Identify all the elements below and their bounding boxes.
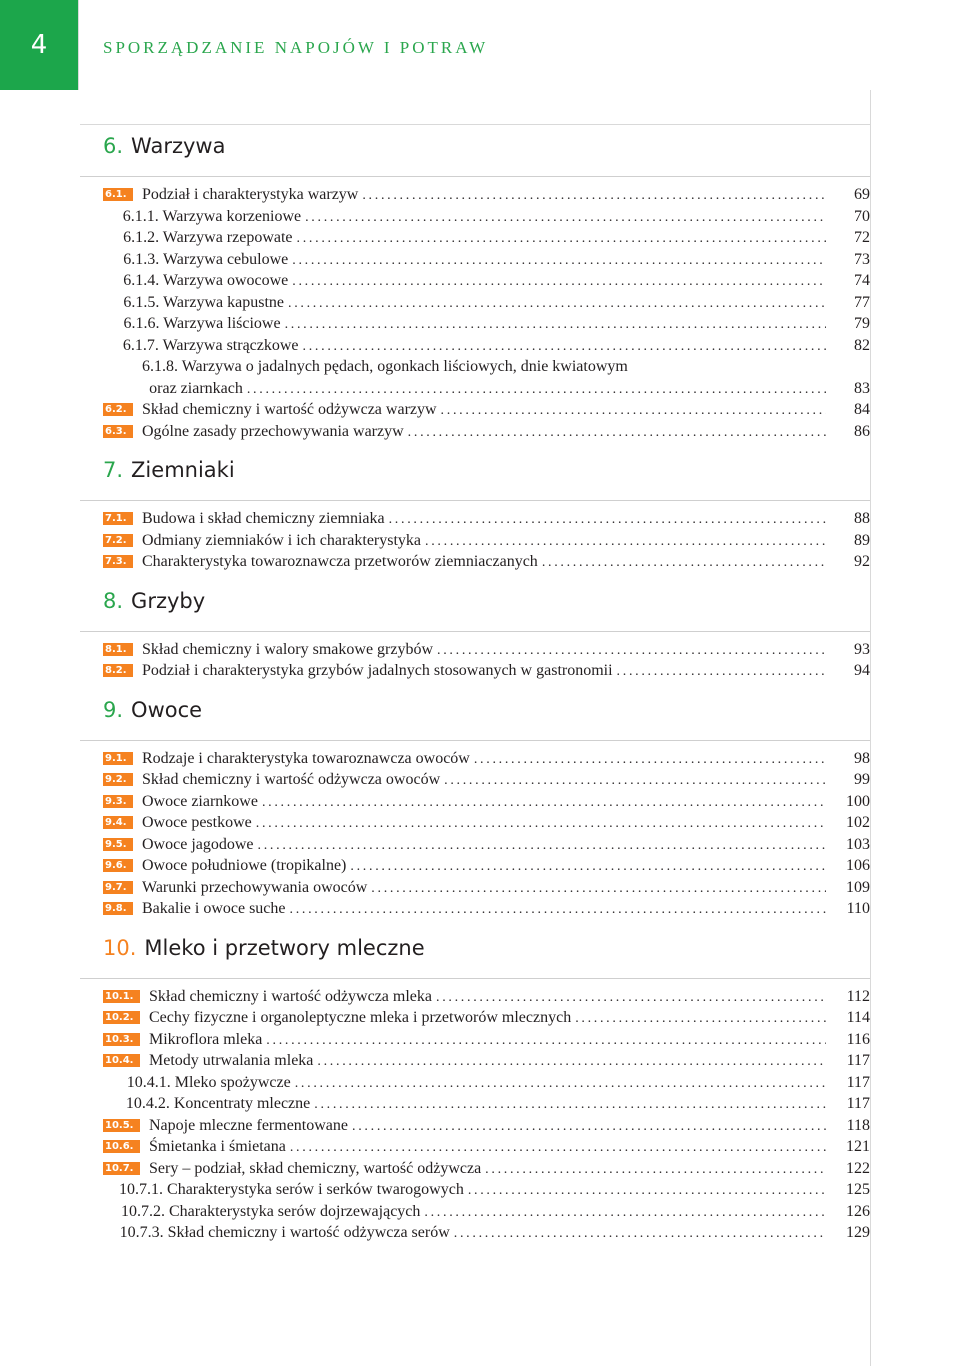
chapter-title: Grzyby <box>131 588 206 613</box>
chapter-number: 6. <box>103 134 124 158</box>
chapter <box>80 448 870 573</box>
entry-title-text: Charakterystyka serów i serków twarogowych <box>167 1181 464 1198</box>
dot-leader <box>256 813 826 835</box>
toc-entry[interactable] <box>103 249 870 271</box>
page-number: 84 <box>854 401 870 418</box>
chapter-heading <box>80 448 870 492</box>
entry-title-text: Podział i charakterystyka warzyw <box>142 186 359 203</box>
page-number: 94 <box>854 662 870 679</box>
entry-title-text: Sery – podział, skład chemiczny, wartość odżywcza <box>149 1159 482 1177</box>
entry-title-text: Skład chemiczny i wartość odżywcza warzyw <box>142 401 437 418</box>
entry-title <box>123 270 288 292</box>
section-number-badge: 8.1. <box>103 643 133 656</box>
section-number-badge: 6.3. <box>103 425 133 438</box>
page-number: 117 <box>846 1095 870 1112</box>
subsection-number: 10.4.2. <box>125 1095 170 1112</box>
entry-title-text: Owoce południowe (tropikalne) <box>142 857 347 874</box>
page-number: 82 <box>854 336 870 354</box>
entry-title-text: Charakterystyka towaroznawcza przetworów ziemniaczanych <box>142 553 538 570</box>
chapter-title: Mleko i przetwory mleczne <box>144 935 425 960</box>
dot-leader <box>474 749 826 771</box>
dot-leader <box>352 1116 826 1138</box>
entry-title-text: Warunki przechowywania owoców <box>142 878 368 896</box>
entry-title-text: Skład chemiczny i wartość odżywcza serów <box>167 1224 450 1241</box>
page-number: 118 <box>846 1116 870 1134</box>
entry-title <box>123 292 284 314</box>
chapter-divider <box>80 631 870 632</box>
entry-title-text: Śmietanka i śmietana <box>149 1138 286 1155</box>
entry-title <box>142 421 404 443</box>
entry-title-text: Napoje mleczne fermentowane <box>149 1116 349 1134</box>
entry-title <box>149 1029 262 1051</box>
dot-leader <box>350 856 826 878</box>
toc-entry[interactable] <box>103 855 870 877</box>
dot-leader <box>424 1202 826 1224</box>
section-number-badge: 9.1. <box>103 752 133 765</box>
dot-leader <box>305 207 826 229</box>
entry-title <box>142 834 254 856</box>
entry-title <box>149 1136 286 1158</box>
dot-leader <box>317 1051 826 1073</box>
dot-leader <box>425 531 826 553</box>
entry-title <box>149 378 243 400</box>
page-number: 86 <box>854 422 870 440</box>
page-number: 88 <box>854 510 870 527</box>
entry-title <box>142 791 258 813</box>
entry-title-text: Warzywa rzepowate <box>162 229 293 246</box>
toc-entry[interactable] <box>103 1093 870 1115</box>
chapter-heading <box>80 124 870 168</box>
table-of-contents <box>80 124 870 1244</box>
entry-title <box>149 1007 571 1029</box>
dot-leader <box>542 552 826 574</box>
entry-title-text: Owoce ziarnkowe <box>142 792 258 810</box>
entry-title <box>124 313 281 335</box>
section-number-badge: 10.7. <box>103 1162 140 1175</box>
page-number: 129 <box>846 1224 870 1241</box>
page-number: 112 <box>846 987 870 1005</box>
dot-leader <box>436 987 826 1009</box>
entry-title <box>123 335 299 357</box>
dot-leader <box>290 899 827 921</box>
dot-leader <box>437 640 826 662</box>
page-number: 106 <box>846 857 870 874</box>
chapter <box>80 926 870 1244</box>
dot-leader <box>295 1073 826 1095</box>
section-number-badge: 10.3. <box>103 1033 140 1046</box>
toc-entry[interactable] <box>103 356 870 378</box>
toc-entry[interactable] <box>103 898 870 920</box>
page-number: 69 <box>854 186 870 203</box>
entry-list <box>80 986 870 1244</box>
entry-title <box>142 508 385 530</box>
page-number: 77 <box>854 293 870 311</box>
toc-entry[interactable] <box>103 1029 870 1051</box>
section-number-badge: 10.2. <box>103 1011 140 1024</box>
section-number-badge: 9.3. <box>103 795 133 808</box>
toc-entry[interactable] <box>103 335 870 357</box>
entry-title-text: Owoce pestkowe <box>142 814 252 831</box>
entry-title-text: Mleko spożywcze <box>174 1073 291 1091</box>
section-number-badge: 9.8. <box>103 902 133 915</box>
page-number: 109 <box>846 878 870 896</box>
dot-leader <box>441 400 826 422</box>
entry-title <box>149 1115 348 1137</box>
entry-title <box>121 1201 420 1223</box>
dot-leader <box>575 1008 826 1030</box>
frame-line-left <box>78 0 79 90</box>
dot-leader <box>266 1030 826 1052</box>
toc-entry[interactable] <box>103 1007 870 1029</box>
dot-leader <box>285 314 826 336</box>
section-number-badge: 6.2. <box>103 403 133 416</box>
entry-title-text: Skład chemiczny i wartość odżywcza mleka <box>149 987 432 1005</box>
page-number: 93 <box>854 640 870 658</box>
entry-title-text: Skład chemiczny i wartość odżywcza owoców <box>142 771 441 788</box>
subsection-number: 10.7.1. <box>119 1181 164 1198</box>
chapter <box>80 688 870 920</box>
section-number-badge: 9.2. <box>103 773 133 786</box>
entry-title-text: Podział i charakterystyka grzybów jadalnych stosowanych w gastronomii <box>142 662 613 679</box>
dot-leader <box>454 1223 826 1245</box>
section-number-badge: 10.1. <box>103 990 140 1003</box>
entry-title <box>149 1050 313 1072</box>
entry-title <box>142 748 470 770</box>
page-number: 72 <box>854 229 870 246</box>
subsection-number: 6.1.3. <box>123 250 160 268</box>
dot-leader <box>362 185 826 207</box>
entry-title-text: Warzywa liściowe <box>163 315 281 332</box>
chapter-heading <box>80 688 870 732</box>
section-number-badge: 10.4. <box>103 1054 140 1067</box>
entry-title-text: Budowa i skład chemiczny ziemniaka <box>142 510 385 527</box>
chapter-number: 9. <box>103 697 124 722</box>
toc-entry[interactable] <box>103 1179 870 1201</box>
dot-leader <box>617 661 826 683</box>
section-number-badge: 6.1. <box>103 188 133 201</box>
chapter-divider <box>80 740 870 741</box>
entry-list <box>80 184 870 442</box>
section-number-badge: 8.2. <box>103 664 133 677</box>
toc-entry[interactable] <box>103 1222 870 1244</box>
subsection-number: 6.1.4. <box>123 272 160 289</box>
toc-entry[interactable] <box>103 292 870 314</box>
page-number: 121 <box>846 1138 870 1155</box>
frame-line-vertical <box>870 90 871 1366</box>
entry-title <box>142 877 367 899</box>
toc-entry[interactable] <box>103 834 870 856</box>
toc-entry[interactable] <box>103 1050 870 1072</box>
page-number-tab: 4 <box>0 0 78 90</box>
toc-entry[interactable] <box>103 660 870 682</box>
entry-list <box>80 748 870 920</box>
dot-leader <box>288 293 826 315</box>
toc-entry[interactable] <box>103 184 870 206</box>
toc-entry[interactable] <box>103 399 870 421</box>
entry-title <box>126 1093 310 1115</box>
dot-leader <box>290 1137 826 1159</box>
entry-list <box>80 508 870 573</box>
chapter-title: Owoce <box>131 697 203 722</box>
entry-title-text: Rodzaje i charakterystyka towaroznawcza owoców <box>142 749 470 767</box>
toc-entry[interactable] <box>103 1115 870 1137</box>
toc-entry[interactable] <box>103 313 870 335</box>
toc-entry[interactable] <box>103 270 870 292</box>
section-number-badge: 9.6. <box>103 859 133 872</box>
entry-title-text: Owoce jagodowe <box>142 835 254 853</box>
toc-entry[interactable] <box>103 812 870 834</box>
page-number: 122 <box>846 1159 870 1177</box>
chapter-number: 7. <box>103 458 124 482</box>
entry-title-text: Warzywa strączkowe <box>162 336 299 354</box>
entry-title-text: Warzywa korzeniowe <box>162 207 302 225</box>
entry-title <box>142 551 538 573</box>
entry-title-text: Skład chemiczny i walory smakowe grzybów <box>142 640 434 658</box>
page-number: 102 <box>846 814 870 831</box>
chapter-number: 10. <box>103 935 137 960</box>
section-number-badge: 7.3. <box>103 555 133 568</box>
entry-title <box>142 660 613 682</box>
toc-entry[interactable] <box>103 986 870 1008</box>
entry-title <box>142 530 421 552</box>
dot-leader <box>444 770 826 792</box>
dot-leader <box>314 1094 826 1116</box>
toc-entry[interactable] <box>103 421 870 443</box>
entry-title <box>142 639 433 661</box>
subsection-number: 6.1.6. <box>123 315 160 332</box>
entry-title <box>123 206 301 228</box>
entry-title-text: Mikroflora mleka <box>149 1030 263 1048</box>
entry-title-text: Warzywa o jadalnych pędach, ogonkach liściowych, dnie kwiatowym <box>181 358 628 375</box>
dot-leader <box>262 792 826 814</box>
entry-title-text: Warzywa owocowe <box>162 272 289 289</box>
toc-entry[interactable] <box>103 877 870 899</box>
chapter-number: 8. <box>103 588 124 613</box>
entry-title <box>119 1179 464 1201</box>
entry-title <box>123 227 292 249</box>
page-number: 100 <box>846 792 870 810</box>
dot-leader <box>408 422 826 444</box>
entry-title-text: Charakterystyka serów dojrzewających <box>168 1202 421 1220</box>
toc-entry[interactable] <box>103 1158 870 1180</box>
dot-leader <box>371 878 826 900</box>
entry-title-text: Cechy fizyczne i organoleptyczne mleka i przetworów mlecznych <box>149 1009 572 1026</box>
page-number: 117 <box>846 1052 870 1069</box>
page-number: 89 <box>854 531 870 549</box>
dot-leader <box>468 1180 826 1202</box>
entry-title-text: Metody utrwalania mleka <box>149 1052 314 1069</box>
subsection-number: 6.1.5. <box>123 293 160 311</box>
chapter-divider <box>80 500 870 501</box>
entry-title <box>142 769 440 791</box>
chapter <box>80 124 870 442</box>
page-number: 114 <box>846 1009 870 1026</box>
page-number: 92 <box>854 553 870 570</box>
toc-entry[interactable] <box>103 1201 870 1223</box>
subsection-number: 10.7.3. <box>119 1224 164 1241</box>
toc-entry[interactable] <box>103 1072 870 1094</box>
entry-list <box>80 639 870 682</box>
toc-entry[interactable] <box>103 748 870 770</box>
subsection-number: 10.7.2. <box>120 1202 165 1220</box>
entry-title <box>149 1158 481 1180</box>
page-number: 98 <box>854 749 870 767</box>
chapter-heading <box>80 926 870 970</box>
section-number-badge: 9.4. <box>103 816 133 829</box>
subsection-number: 6.1.2. <box>123 229 160 246</box>
toc-entry[interactable] <box>103 206 870 228</box>
entry-title <box>142 399 437 421</box>
chapter-heading <box>80 579 870 623</box>
page-number: 116 <box>846 1030 870 1048</box>
page-number: 99 <box>854 771 870 788</box>
page-number: 125 <box>846 1181 870 1198</box>
toc-entry[interactable] <box>103 530 870 552</box>
chapter-divider <box>80 978 870 979</box>
dot-leader <box>297 228 826 250</box>
toc-entry[interactable] <box>103 227 870 249</box>
entry-title <box>142 898 286 920</box>
page-number: 110 <box>846 900 870 917</box>
dot-leader <box>485 1159 826 1181</box>
dot-leader <box>292 250 826 272</box>
dot-leader <box>292 271 826 293</box>
entry-title <box>142 812 252 834</box>
toc-entry[interactable] <box>103 551 870 573</box>
toc-entry[interactable] <box>103 508 870 530</box>
section-number-badge: 10.6. <box>103 1140 140 1153</box>
subsection-number: 6.1.8. <box>142 358 178 375</box>
page-number: 79 <box>854 315 870 332</box>
toc-entry[interactable] <box>103 1136 870 1158</box>
dot-leader <box>247 379 826 401</box>
entry-title <box>149 986 432 1008</box>
entry-title <box>142 855 346 877</box>
entry-title <box>123 249 288 271</box>
section-number-badge: 9.5. <box>103 838 133 851</box>
entry-title <box>120 1222 450 1244</box>
page-number: 126 <box>846 1202 870 1220</box>
subsection-number: 10.4.1. <box>126 1073 171 1091</box>
entry-title-text: Bakalie i owoce suche <box>142 900 286 917</box>
entry-title-text: Odmiany ziemniaków i ich charakterystyka <box>142 531 422 549</box>
page-number: 70 <box>854 207 870 225</box>
chapter <box>80 579 870 682</box>
entry-title-text: Warzywa cebulowe <box>162 250 289 268</box>
subsection-number: 6.1.1. <box>122 207 159 225</box>
dot-leader <box>258 835 826 857</box>
subsection-number: 6.1.7. <box>122 336 159 354</box>
running-header-title: SPORZĄDZANIE NAPOJÓW I POTRAW <box>103 38 489 57</box>
dot-leader <box>389 509 826 531</box>
entry-title-text: oraz ziarnkach <box>149 379 243 397</box>
chapter-title: Ziemniaki <box>131 458 235 482</box>
page-number: 117 <box>846 1073 870 1091</box>
entry-title-text: Ogólne zasady przechowywania warzyw <box>142 422 404 440</box>
toc-entry[interactable] <box>103 378 870 400</box>
page-number: 73 <box>854 250 870 268</box>
toc-entry[interactable] <box>103 791 870 813</box>
dot-leader <box>303 336 826 358</box>
chapter-title: Warzywa <box>131 134 226 158</box>
toc-entry[interactable] <box>103 769 870 791</box>
page-number: 83 <box>854 379 870 397</box>
section-number-badge: 10.5. <box>103 1119 140 1132</box>
section-number-badge: 9.7. <box>103 881 133 894</box>
section-number-badge: 7.2. <box>103 534 133 547</box>
page-number: 74 <box>854 272 870 289</box>
page-number: 103 <box>846 835 870 853</box>
section-number-badge: 7.1. <box>103 512 133 525</box>
entry-title <box>142 356 628 378</box>
entry-title <box>127 1072 291 1094</box>
chapter-divider <box>80 176 870 177</box>
entry-title-text: Koncentraty mleczne <box>173 1095 311 1112</box>
entry-title-text: Warzywa kapustne <box>163 293 284 311</box>
toc-entry[interactable] <box>103 639 870 661</box>
entry-title <box>142 184 358 206</box>
